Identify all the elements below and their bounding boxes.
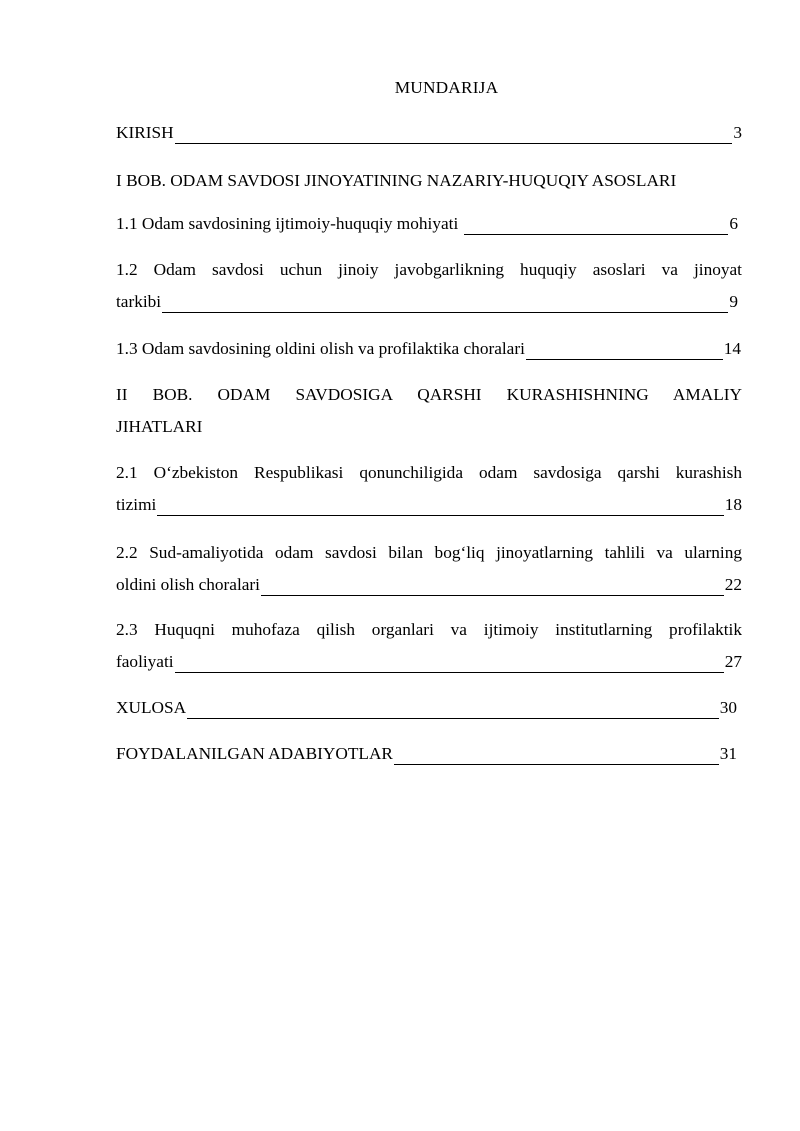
toc-entry-xulosa xyxy=(116,697,737,719)
dot-leader xyxy=(526,341,723,360)
toc-entry-label: FOYDALANILGAN ADABIYOTLAR xyxy=(116,744,393,763)
toc-page-number: 27 xyxy=(724,652,742,671)
toc-entry-1-2 xyxy=(116,259,742,313)
toc-entry-2-1 xyxy=(116,462,742,516)
page-title: MUNDARIJA xyxy=(394,78,499,97)
toc-entry-1-3 xyxy=(116,338,741,360)
toc-entry-kirish xyxy=(116,122,742,144)
toc-line-justified: 2.1 O‘zbekiston Respublikasi qonunchiligida odam savdosiga qarshi kurashish xyxy=(116,463,742,482)
toc-entry-adabiyotlar xyxy=(116,743,737,765)
toc-entry-label: XULOSA xyxy=(116,698,187,717)
toc-line-justified: 1.2 Odam savdosi uchun jinoiy javobgarlikning huquqiy asoslari va jinoyat xyxy=(116,260,742,279)
toc-line xyxy=(116,213,738,235)
toc-line xyxy=(116,338,741,360)
toc-line xyxy=(116,291,738,313)
toc-entry-label: tarkibi xyxy=(116,292,162,311)
dot-leader xyxy=(394,746,719,765)
dot-leader xyxy=(162,294,728,313)
dot-leader xyxy=(261,577,724,596)
toc-chapter-heading xyxy=(116,170,742,192)
chapter-heading-label: II BOB. ODAM SAVDOSIGA QARSHI KURASHISHNING AMALIY xyxy=(116,385,742,404)
toc-line xyxy=(116,743,737,765)
chapter-heading-label: JIHATLARI xyxy=(116,417,203,436)
toc-entry-label: 1.3 Odam savdosining oldini olish va profilaktika choralari xyxy=(116,339,525,358)
toc-page-number: 3 xyxy=(733,123,742,142)
toc-entry-2-3 xyxy=(116,619,742,673)
toc-line-justified: 2.3 Huquqni muhofaza qilish organlari va ijtimoiy institutlarning profilaktik xyxy=(116,620,742,639)
dot-leader xyxy=(175,125,733,144)
dot-leader xyxy=(157,497,723,516)
toc-line xyxy=(116,651,742,673)
dot-leader xyxy=(187,700,719,719)
toc-entry-label: faoliyati xyxy=(116,652,174,671)
toc-page-number: 22 xyxy=(724,575,742,594)
toc-line-justified: 2.2 Sud-amaliyotida odam savdosi bilan bog‘liq jinoyatlarning tahlili va ularning xyxy=(116,543,742,562)
toc-entry-label: oldini olish choralari xyxy=(116,575,260,594)
toc-page-number: 14 xyxy=(723,339,741,358)
dot-leader xyxy=(175,654,724,673)
toc-entry-label: KIRISH xyxy=(116,123,174,142)
toc-chapter-heading xyxy=(116,384,742,438)
toc-page-number: 18 xyxy=(724,495,742,514)
toc-entry-1-1 xyxy=(116,213,738,235)
toc-line xyxy=(116,697,737,719)
toc-entry-label: 1.1 Odam savdosining ijtimoiy-huquqiy mohiyati xyxy=(116,214,463,233)
toc-line xyxy=(116,122,742,144)
toc-page-number: 9 xyxy=(729,292,738,311)
toc-page-number: 30 xyxy=(719,698,737,717)
toc-page-number: 6 xyxy=(729,214,738,233)
chapter-heading-label: I BOB. ODAM SAVDOSI JINOYATINING NAZARIY-HUQUQIY ASOSLARI xyxy=(116,171,677,190)
toc-line xyxy=(116,494,742,516)
toc-entry-2-2 xyxy=(116,542,742,596)
toc-line xyxy=(116,574,742,596)
toc-entry-label: tizimi xyxy=(116,495,157,514)
toc-page-number: 31 xyxy=(719,744,737,763)
dot-leader xyxy=(464,216,729,235)
